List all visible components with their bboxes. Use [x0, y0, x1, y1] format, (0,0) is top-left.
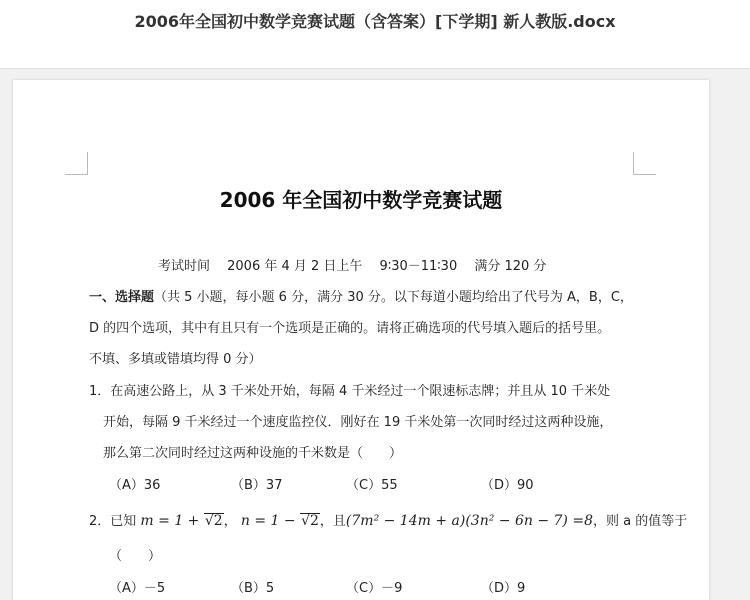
- question-1-line-2: 开始，每隔 9 千米经过一个速度监控仪．刚好在 19 千米处第一次同时经过这两种设施，: [103, 415, 613, 430]
- question-1-line-1: 1．在高速公路上，从 3 千米处开始，每隔 4 千米经过一个限速标志牌；并且从 10 千米处: [89, 384, 611, 399]
- question-2-equation: (7m² − 14m + a)(3n² − 6n − 7) =8: [345, 513, 593, 529]
- section-1-line-2: D 的四个选项，其中有且只有一个选项是正确的。请将正确选项的代号填入题后的括号里。: [89, 321, 611, 336]
- sqrt-2-first: √2: [204, 513, 223, 529]
- question-1-line-3: 那么第二次同时经过这两种设施的千米数是（ ）: [103, 446, 403, 461]
- sqrt-2-second: √2: [301, 513, 319, 529]
- question-1-option-d: （D）90: [481, 478, 534, 493]
- document-title: 2006年全国初中数学竞赛试题（含答案）[下学期] 新人教版.docx: [134, 12, 616, 31]
- question-2-line-1: [89, 510, 687, 529]
- document-page: [13, 80, 709, 600]
- question-1-option-c: （C）55: [346, 478, 398, 493]
- separator: ，: [223, 514, 237, 529]
- margin-corner-mark-right: [633, 152, 656, 175]
- question-2-option-c: （C）－9: [346, 581, 403, 596]
- question-2-option-d: （D）9: [481, 581, 526, 596]
- n-expression: n = 1 − √2: [240, 513, 319, 529]
- question-2-mid: ，且: [319, 514, 346, 529]
- section-1-line-3: 不填、多填或错填均得 0 分）: [89, 352, 262, 367]
- question-1-option-b: （B）37: [231, 478, 283, 493]
- m-expression: m = 1 + √2: [140, 513, 223, 529]
- question-1-option-a: （A）36: [109, 478, 161, 493]
- title-bar: [0, 0, 750, 69]
- section-1-intro: （共 5 小题，每小题 6 分，满分 30 分。以下每道小题均给出了代号为 A，B，C，: [154, 290, 633, 305]
- question-2-suffix: ，则 a 的值等于: [592, 514, 688, 529]
- exam-info: 考试时间 2006 年 4 月 2 日上午 9∶30－11∶30 满分 120 分: [158, 259, 547, 274]
- section-1-title: 一、选择题: [89, 290, 155, 305]
- question-2-option-b: （B）5: [231, 581, 275, 596]
- section-1-line-1: [89, 286, 633, 305]
- question-2-prefix: 2．已知: [89, 514, 137, 529]
- page-heading: 2006 年全国初中数学竞赛试题: [219, 188, 503, 212]
- question-2-option-a: （A）－5: [109, 581, 166, 596]
- margin-corner-mark-left: [65, 152, 88, 175]
- question-2-answer-paren: （ ）: [109, 549, 162, 564]
